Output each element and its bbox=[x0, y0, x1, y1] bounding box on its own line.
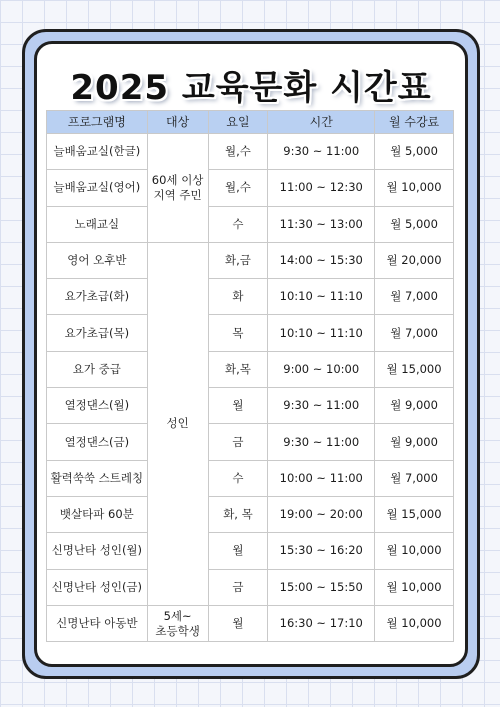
time-cell: 9:30 ~ 11:00 bbox=[268, 388, 375, 424]
program-cell: 열정댄스(월) bbox=[47, 388, 148, 424]
fee-cell: 월 20,000 bbox=[375, 242, 454, 278]
day-cell: 목 bbox=[208, 315, 268, 351]
table-row bbox=[47, 134, 454, 170]
day-cell: 화,금 bbox=[208, 242, 268, 278]
program-cell: 노래교실 bbox=[47, 206, 148, 242]
time-cell: 11:00 ~ 12:30 bbox=[268, 170, 375, 206]
time-cell: 10:10 ~ 11:10 bbox=[268, 315, 375, 351]
schedule-body bbox=[47, 134, 454, 642]
table-row bbox=[47, 351, 454, 387]
table-row bbox=[47, 424, 454, 460]
target-cell bbox=[147, 134, 208, 243]
program-cell: 늘배움교실(영어) bbox=[47, 170, 148, 206]
fee-cell: 월 7,000 bbox=[375, 279, 454, 315]
table-row bbox=[47, 315, 454, 351]
day-cell: 월 bbox=[208, 605, 268, 641]
time-cell: 10:10 ~ 11:10 bbox=[268, 279, 375, 315]
program-cell: 영어 오후반 bbox=[47, 242, 148, 278]
day-cell: 수 bbox=[208, 460, 268, 496]
column-header-day: 요일 bbox=[208, 111, 268, 134]
table-row bbox=[47, 605, 454, 641]
table-row bbox=[47, 279, 454, 315]
day-cell: 월,수 bbox=[208, 170, 268, 206]
day-cell: 수 bbox=[208, 206, 268, 242]
fee-cell: 월 5,000 bbox=[375, 206, 454, 242]
time-cell: 14:00 ~ 15:30 bbox=[268, 242, 375, 278]
program-cell: 요가 중급 bbox=[47, 351, 148, 387]
program-cell: 신명난타 성인(월) bbox=[47, 533, 148, 569]
time-cell: 11:30 ~ 13:00 bbox=[268, 206, 375, 242]
program-cell: 늘배움교실(한글) bbox=[47, 134, 148, 170]
fee-cell: 월 10,000 bbox=[375, 569, 454, 605]
program-cell: 신명난타 아동반 bbox=[47, 605, 148, 641]
table-row bbox=[47, 569, 454, 605]
table-row bbox=[47, 496, 454, 532]
target-label-line: 5세~ bbox=[163, 608, 192, 623]
target-cell bbox=[147, 242, 208, 605]
table-row bbox=[47, 242, 454, 278]
time-cell: 9:30 ~ 11:00 bbox=[268, 134, 375, 170]
fee-cell: 월 9,000 bbox=[375, 424, 454, 460]
column-header-target: 대상 bbox=[147, 111, 208, 134]
fee-cell: 월 9,000 bbox=[375, 388, 454, 424]
program-cell: 열정댄스(금) bbox=[47, 424, 148, 460]
column-header-time: 시간 bbox=[268, 111, 375, 134]
day-cell: 월 bbox=[208, 533, 268, 569]
program-cell: 요가초급(목) bbox=[47, 315, 148, 351]
time-cell: 19:00 ~ 20:00 bbox=[268, 496, 375, 532]
program-cell: 뱃살타파 60분 bbox=[47, 496, 148, 532]
time-cell: 15:30 ~ 16:20 bbox=[268, 533, 375, 569]
table-row bbox=[47, 460, 454, 496]
target-label-line: 지역 주민 bbox=[153, 187, 202, 202]
time-cell: 9:00 ~ 10:00 bbox=[268, 351, 375, 387]
fee-cell: 월 10,000 bbox=[375, 533, 454, 569]
schedule-table bbox=[46, 110, 454, 642]
day-cell: 금 bbox=[208, 569, 268, 605]
column-header-program: 프로그램명 bbox=[47, 111, 148, 134]
day-cell: 화 bbox=[208, 279, 268, 315]
target-label-line: 성인 bbox=[166, 416, 189, 431]
target-label-line: 초등학생 bbox=[155, 623, 200, 638]
table-row bbox=[47, 533, 454, 569]
page-title: 2025 교육문화 시간표 bbox=[70, 68, 432, 108]
program-cell: 요가초급(화) bbox=[47, 279, 148, 315]
program-cell: 활력쑥쑥 스트레칭 bbox=[47, 460, 148, 496]
time-cell: 15:00 ~ 15:50 bbox=[268, 569, 375, 605]
program-cell: 신명난타 성인(금) bbox=[47, 569, 148, 605]
fee-cell: 월 15,000 bbox=[375, 496, 454, 532]
table-row bbox=[47, 206, 454, 242]
column-header-fee: 월 수강료 bbox=[375, 111, 454, 134]
day-cell: 월,수 bbox=[208, 134, 268, 170]
fee-cell: 월 10,000 bbox=[375, 170, 454, 206]
table-row bbox=[47, 170, 454, 206]
fee-cell: 월 7,000 bbox=[375, 315, 454, 351]
day-cell: 월 bbox=[208, 388, 268, 424]
day-cell: 화,목 bbox=[208, 351, 268, 387]
table-row bbox=[47, 388, 454, 424]
time-cell: 9:30 ~ 11:00 bbox=[268, 424, 375, 460]
fee-cell: 월 5,000 bbox=[375, 134, 454, 170]
fee-cell: 월 15,000 bbox=[375, 351, 454, 387]
target-cell bbox=[147, 605, 208, 641]
fee-cell: 월 10,000 bbox=[375, 605, 454, 641]
day-cell: 화, 목 bbox=[208, 496, 268, 532]
fee-cell: 월 7,000 bbox=[375, 460, 454, 496]
header-row bbox=[47, 111, 454, 134]
day-cell: 금 bbox=[208, 424, 268, 460]
time-cell: 10:00 ~ 11:00 bbox=[268, 460, 375, 496]
time-cell: 16:30 ~ 17:10 bbox=[268, 605, 375, 641]
target-label-line: 60세 이상 bbox=[151, 172, 204, 187]
